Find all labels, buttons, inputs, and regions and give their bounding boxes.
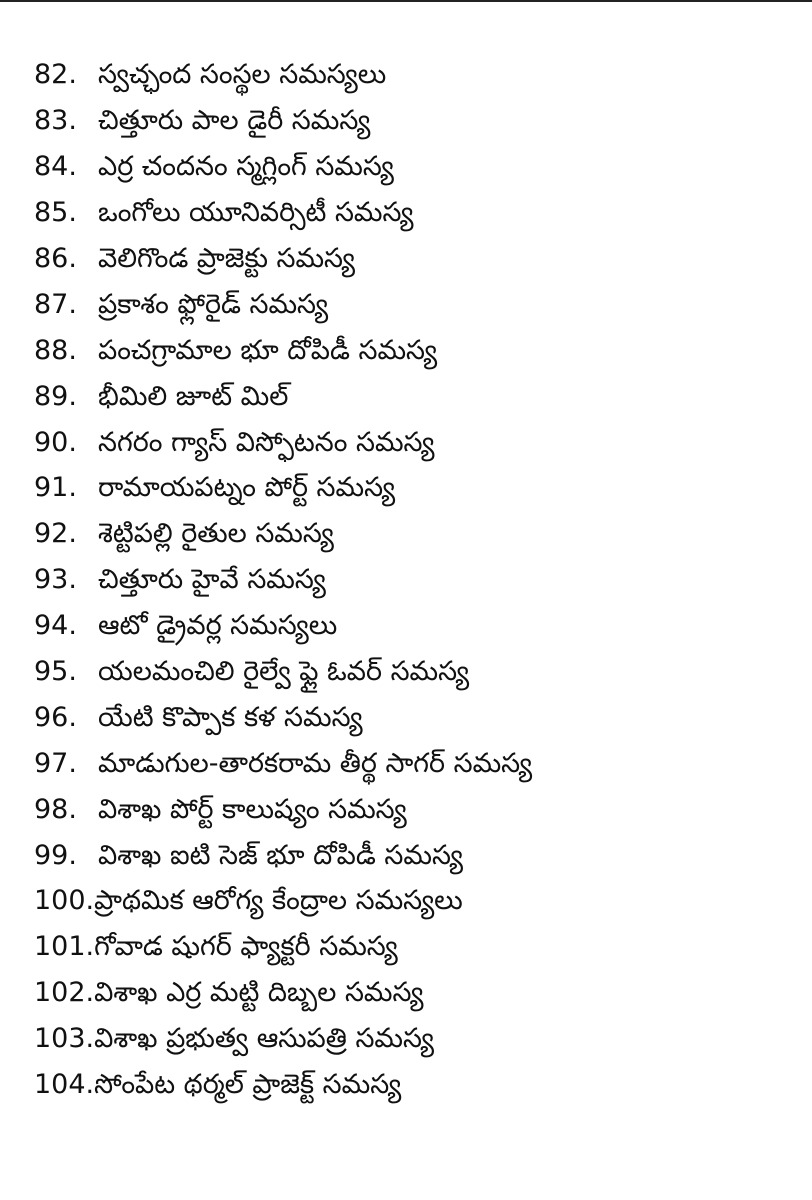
item-text: చిత్తూరు పాల డైరీ సమస్య (98, 105, 371, 137)
item-text: శెట్టిపల్లి రైతుల సమస్య (98, 518, 334, 550)
item-number: 92. (34, 518, 77, 550)
item-text: సోంపేట థర్మల్ ప్రాజెక్ట్ సమస్య (94, 1069, 402, 1101)
item-number: 101. (34, 931, 95, 963)
item-text: విశాఖ ప్రభుత్వ ఆసుపత్రి సమస్య (94, 1023, 434, 1055)
item-text: పంచగ్రామాల భూ దోపిడీ సమస్య (98, 334, 438, 366)
list-item (34, 465, 804, 511)
item-number: 86. (34, 243, 77, 274)
list-item (34, 98, 804, 144)
item-number: 84. (34, 151, 77, 183)
list-item (34, 694, 804, 740)
item-number: 98. (34, 793, 77, 825)
item-number: 100. (34, 885, 95, 917)
list-item (34, 603, 804, 649)
item-text: విశాఖ ఐటి సెజ్ భూ దోపిడీ సమస్య (98, 839, 463, 871)
list-item (34, 970, 804, 1016)
item-number: 96. (34, 701, 77, 733)
list-item (34, 832, 804, 878)
list-item (34, 1062, 804, 1108)
list-item (34, 1016, 804, 1062)
item-number: 88. (34, 334, 77, 366)
list-item (34, 649, 804, 695)
item-number: 95. (34, 656, 77, 688)
list-item (34, 419, 804, 465)
item-text: యలమంచిలి రైల్వే ఫ్లై ఓవర్ సమస్య (98, 656, 470, 688)
issues-list (34, 52, 804, 1107)
top-border-line (0, 0, 812, 2)
item-number: 104. (34, 1069, 95, 1101)
item-text: ఆటో డ్రైవర్ల సమస్యలు (98, 610, 338, 642)
list-item (34, 557, 804, 603)
list-item (34, 373, 804, 419)
list-item (34, 511, 804, 557)
item-text: స్వచ్ఛంద సంస్థల సమస్యలు (98, 59, 387, 91)
item-text: యేటి కొప్పాక కళ సమస్య (98, 701, 363, 733)
item-number: 99. (34, 839, 77, 871)
list-item (34, 786, 804, 832)
item-number: 89. (34, 380, 77, 412)
item-text: ప్రకాశం ఫ్లోరైడ్ సమస్య (98, 288, 329, 320)
list-item (34, 740, 804, 786)
item-text: నగరం గ్యాస్ విస్ఫోటనం సమస్య (98, 426, 435, 458)
item-number: 91. (34, 472, 77, 504)
item-text: భీమిలి జూట్ మిల్ (98, 380, 289, 412)
item-text: రామాయపట్నం పోర్ట్ సమస్య (98, 472, 396, 504)
list-item (34, 327, 804, 373)
item-text: ఒంగోలు యూనివర్సిటీ సమస్య (98, 197, 414, 229)
item-text: వెలిగొండ ప్రాజెక్టు సమస్య (98, 243, 356, 274)
item-text: గోవాడ షుగర్ ఫ్యాక్టరీ సమస్య (94, 931, 398, 963)
list-item (34, 52, 804, 98)
item-number: 82. (34, 59, 77, 91)
item-number: 102. (34, 977, 95, 1009)
list-item (34, 281, 804, 327)
list-item (34, 878, 804, 924)
list-item (34, 236, 804, 282)
item-text: విశాఖ పోర్ట్ కాలుష్యం సమస్య (98, 793, 407, 825)
item-text: మాడుగుల-తారకరామ తీర్థ సాగర్ సమస్య (98, 747, 533, 779)
item-text: చిత్తూరు హైవే సమస్య (98, 564, 326, 596)
item-text: ప్రాథమిక ఆరోగ్య కేంద్రాల సమస్యలు (94, 885, 463, 917)
list-item (34, 144, 804, 190)
item-number: 97. (34, 747, 77, 779)
item-number: 87. (34, 288, 77, 320)
item-number: 90. (34, 426, 77, 458)
item-number: 103. (34, 1023, 95, 1055)
list-item (34, 190, 804, 236)
item-text: ఎర్ర చందనం స్మగ్లింగ్ సమస్య (98, 151, 394, 183)
list-item (34, 924, 804, 970)
item-number: 83. (34, 105, 77, 137)
item-text: విశాఖ ఎర్ర మట్టి దిబ్బల సమస్య (94, 977, 424, 1009)
item-number: 94. (34, 610, 77, 642)
item-number: 85. (34, 197, 77, 229)
item-number: 93. (34, 564, 77, 596)
